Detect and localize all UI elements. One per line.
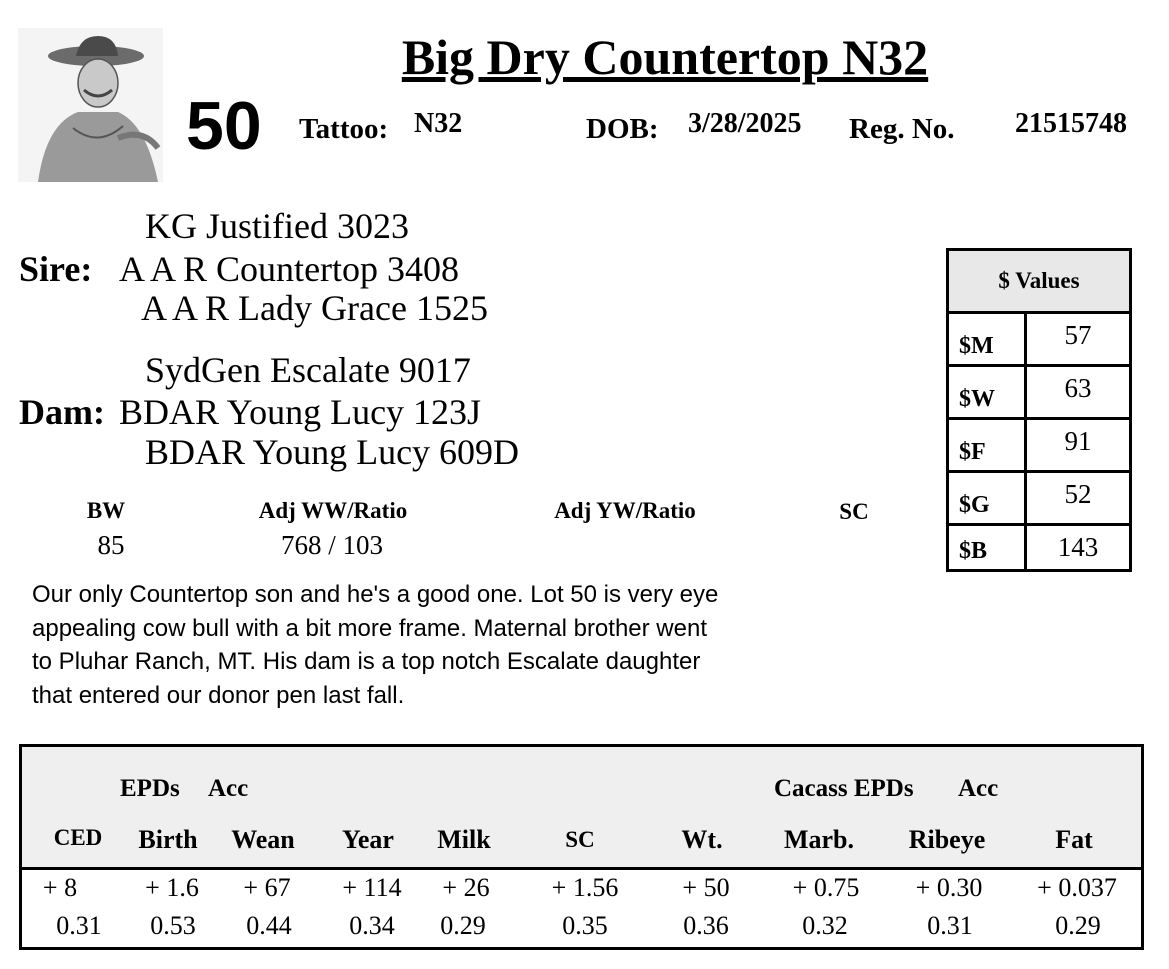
carcass-acc-label: Acc	[958, 775, 999, 802]
epd-table	[19, 744, 1144, 950]
sire-label: Sire:	[19, 249, 93, 289]
tattoo-label: Tattoo:	[299, 113, 389, 145]
epd-col-birth: Birth	[138, 825, 198, 854]
dob-value: 3/28/2025	[688, 108, 802, 139]
cowboy-portrait-icon	[18, 28, 163, 182]
acc-value-birth: 0.53	[150, 911, 196, 940]
acc-value-year: 0.34	[349, 911, 395, 940]
reg-value: 21515748	[1015, 108, 1127, 139]
dollar-value-key: $G	[949, 473, 1027, 523]
dam-name: BDAR Young Lucy 123J	[119, 392, 482, 432]
acc-value-ribeye: 0.31	[927, 911, 973, 940]
epd-col-ribeye: Ribeye	[908, 825, 986, 854]
epd-col-wt: Wt.	[681, 825, 723, 854]
perf-value-bw: 85	[97, 530, 125, 560]
dollar-value-number: 63	[1064, 373, 1092, 403]
perf-header-bw: BW	[86, 498, 126, 523]
carcass-epd-group-label: Cacass EPDs	[774, 775, 914, 802]
epd-value-sc: + 1.56	[551, 873, 619, 902]
epd-value-marb: + 0.75	[792, 873, 860, 902]
dollar-value-key: $F	[949, 420, 1027, 470]
dollar-value-row	[949, 367, 1129, 420]
perf-header-ww: Adj WW/Ratio	[258, 498, 408, 523]
epd-col-year: Year	[342, 825, 394, 854]
lot-description: Our only Countertop son and he's a good one. Lot 50 is very eye appealing cow bull with a bit more frame. Maternal brother went to Pluhar Ranch, MT. His dam is a top notch Escalate daughter that entered our donor pen last fall.	[32, 581, 719, 709]
epd-col-milk: Milk	[437, 825, 491, 854]
epd-value-ced: + 8	[42, 873, 78, 902]
dollar-value-key: $B	[949, 526, 1027, 569]
lot-number: 50	[186, 88, 262, 164]
dollar-value-key: $M	[949, 314, 1027, 364]
page-title: Big Dry Countertop N32	[401, 29, 929, 85]
epd-value-wt: + 50	[682, 873, 730, 902]
acc-value-marb: 0.32	[802, 911, 848, 940]
sire-sire: KG Justified 3023	[145, 206, 409, 246]
acc-value-milk: 0.29	[440, 911, 486, 940]
dollar-value-number: 143	[1057, 532, 1099, 562]
epd-col-wean: Wean	[231, 825, 295, 854]
epd-value-birth: + 1.6	[145, 873, 199, 902]
dob-label: DOB:	[586, 113, 659, 145]
perf-header-yw: Adj YW/Ratio	[554, 498, 696, 523]
sire-name: A A R Countertop 3408	[119, 249, 460, 289]
epd-acc-label: Acc	[208, 775, 249, 802]
dollar-value-row	[949, 314, 1129, 367]
dollar-value-key: $W	[949, 367, 1027, 417]
dollar-value-row	[949, 473, 1129, 526]
acc-value-wean: 0.44	[246, 911, 292, 940]
epd-value-fat: + 0.037	[1037, 873, 1117, 902]
epd-value-ribeye: + 0.30	[915, 873, 983, 902]
epd-group-label: EPDs	[120, 775, 180, 802]
epd-col-marb: Marb.	[783, 825, 855, 854]
acc-value-ced: 0.31	[56, 911, 102, 940]
epd-value-year: + 114	[342, 873, 402, 902]
sire-dam: A A R Lady Grace 1525	[141, 288, 488, 328]
epd-value-milk: + 26	[442, 873, 490, 902]
tattoo-value: N32	[414, 108, 463, 139]
epd-value-wean: + 67	[243, 873, 291, 902]
dollar-value-row	[949, 420, 1129, 473]
reg-label: Reg. No.	[849, 113, 955, 145]
dollar-value-number: 57	[1064, 320, 1092, 350]
acc-value-wt: 0.36	[683, 911, 729, 940]
perf-value-ww: 768 / 103	[280, 530, 383, 560]
dollar-value-number: 91	[1064, 426, 1092, 456]
epd-col-ced: CED	[53, 825, 103, 850]
epd-col-sc: SC	[565, 827, 595, 852]
acc-value-sc: 0.35	[562, 911, 608, 940]
dollar-values-table	[946, 248, 1132, 572]
acc-value-fat: 0.29	[1055, 911, 1101, 940]
dollar-value-row	[949, 526, 1129, 569]
epd-col-fat: Fat	[1055, 825, 1093, 854]
dam-dam: BDAR Young Lucy 609D	[145, 432, 520, 472]
dam-label: Dam:	[19, 392, 105, 432]
dollar-value-number: 52	[1064, 479, 1092, 509]
perf-header-sc: SC	[839, 499, 869, 524]
dollar-values-title: $ Values	[949, 251, 1129, 314]
dam-sire: SydGen Escalate 9017	[145, 350, 471, 390]
